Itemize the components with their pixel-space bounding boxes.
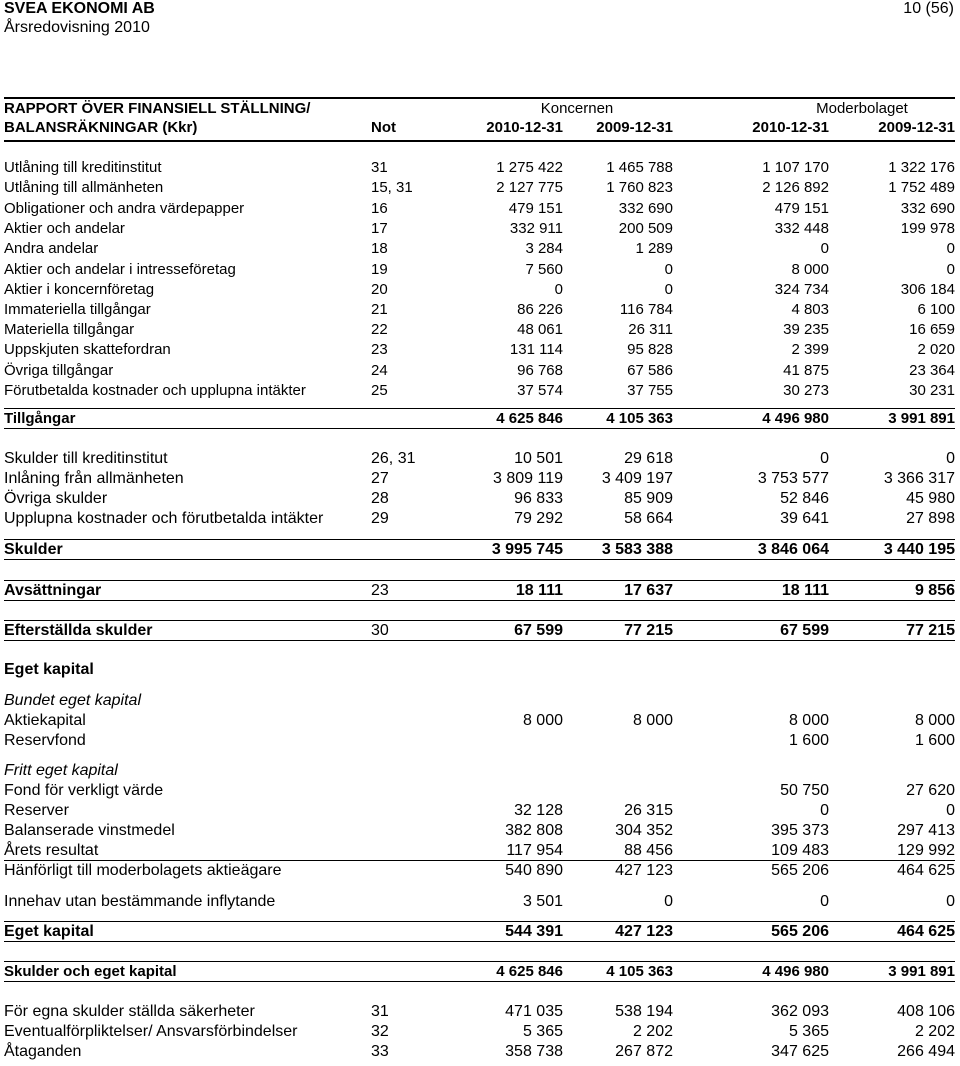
row-label: Fond för verkligt värde [4,782,164,799]
row-value: 27 620 [906,782,955,799]
row-value: 306 184 [900,281,955,298]
table-row [4,381,955,401]
row-value: 3 284 [525,240,563,257]
row-value: 52 846 [780,490,829,507]
row-value: 39 641 [780,510,829,527]
row-note: 22 [371,321,388,338]
table-row [4,260,955,280]
header-bottom-rule [4,140,955,142]
row-value: 0 [946,450,955,467]
table-row [4,892,955,912]
total-row [4,921,955,942]
row-value: 0 [946,893,955,910]
column-header: 2009-12-31 [878,119,955,136]
row-value: 26 311 [628,321,673,338]
row-value: 26 315 [624,802,673,819]
row-note: 15, 31 [371,179,413,196]
row-label: Årets resultat [4,842,99,859]
row-label: Reservfond [4,732,86,749]
row-label: Skulder [4,541,63,558]
row-value: 129 992 [897,842,955,859]
table-row [4,320,955,340]
row-label: Aktier och andelar [4,220,125,237]
section-heading [4,660,955,680]
row-label: Andra andelar [4,240,99,257]
group-koncernen: Koncernen [540,100,614,117]
row-value: 88 456 [624,842,673,859]
row-value: 2 202 [914,1023,955,1040]
row-value: 565 206 [771,923,829,940]
row-value: 85 909 [624,490,673,507]
row-value: 37 574 [517,382,563,399]
row-value: 45 980 [906,490,955,507]
row-value: 27 898 [906,510,955,527]
row-value: 0 [664,893,673,910]
row-value: 3 991 891 [888,410,955,427]
report-subtitle: Årsredovisning 2010 [4,19,150,36]
row-value: 37 755 [627,382,673,399]
row-value: 332 911 [509,220,563,237]
table-row [4,1042,955,1062]
row-value: 2 127 775 [496,179,563,196]
total-row [4,539,955,560]
row-note: 24 [371,362,388,379]
row-value: 18 111 [781,582,829,599]
row-value: 1 289 [635,240,673,257]
row-value: 479 151 [774,200,829,217]
row-label: Uppskjuten skattefordran [4,341,171,358]
row-value: 77 215 [624,622,673,639]
row-value: 1 752 489 [888,179,955,196]
table-row [4,1002,955,1022]
row-note: 32 [371,1023,389,1040]
group-moderbolaget: Moderbolaget [816,100,908,117]
row-value: 30 231 [909,382,955,399]
row-value: 109 483 [771,842,829,859]
row-label: Utlåning till kreditinstitut [4,159,162,176]
row-value: 0 [820,450,829,467]
row-note: 28 [371,490,389,507]
row-value: 6 100 [917,301,955,318]
row-value: 3 501 [522,893,563,910]
row-value: 0 [946,802,955,819]
table-row [4,449,955,469]
row-value: 0 [820,802,829,819]
row-value: 5 365 [522,1023,563,1040]
row-label: Upplupna kostnader och förutbetalda intäkter [4,510,324,527]
row-note: 23 [371,582,389,599]
row-value: 266 494 [897,1043,955,1060]
row-value: 347 625 [771,1043,829,1060]
row-value: 332 690 [618,200,673,217]
row-label: Tillgångar [4,410,76,427]
row-value: 8 000 [632,712,673,729]
table-title-line1: RAPPORT ÖVER FINANSIELL STÄLLNING/ [4,100,311,117]
row-value: 2 126 892 [762,179,829,196]
row-value: 3 991 891 [888,963,955,980]
row-value: 267 872 [615,1043,673,1060]
row-value: 0 [664,281,673,298]
row-value: 3 583 388 [601,541,673,558]
row-value: 3 366 317 [883,470,955,487]
row-note: 29 [371,510,389,527]
row-value: 9 856 [914,582,955,599]
row-label: Övriga tillgångar [4,362,114,379]
row-label: Utlåning till allmänheten [4,179,164,196]
subsection-heading [4,691,955,711]
row-note: 16 [371,200,388,217]
row-value: 4 105 363 [606,410,673,427]
row-value: 50 750 [780,782,829,799]
column-header: 2010-12-31 [752,119,829,136]
row-note: 33 [371,1043,389,1060]
row-value: 540 890 [505,862,563,879]
row-label: Förutbetalda kostnader och upplupna intäkter [4,382,306,399]
row-label: Obligationer och andra värdepapper [4,200,245,217]
row-label: Avsättningar [4,582,102,599]
row-value: 96 768 [517,362,563,379]
row-value: 39 235 [783,321,829,338]
row-label: Innehav utan bestämmande inflytande [4,893,276,910]
row-value: 0 [554,281,563,298]
row-value: 3 995 745 [491,541,563,558]
row-label: Bundet eget kapital [4,692,141,709]
row-label: Reserver [4,802,69,819]
row-value: 4 496 980 [762,410,829,427]
row-value: 395 373 [771,822,829,839]
row-note: 25 [371,382,388,399]
row-value: 427 123 [615,862,673,879]
row-value: 565 206 [771,862,829,879]
row-value: 7 560 [525,261,563,278]
row-value: 0 [946,240,955,257]
row-value: 67 599 [514,622,563,639]
row-value: 1 760 823 [606,179,673,196]
row-value: 324 734 [774,281,829,298]
table-row [4,340,955,360]
table-row [4,489,955,509]
row-label: Aktiekapital [4,712,86,729]
company-name: SVEA EKONOMI AB [4,0,155,17]
column-header: 2009-12-31 [596,119,673,136]
row-label: Skulder till kreditinstitut [4,450,168,467]
row-value: 96 833 [514,490,563,507]
table-row [4,821,955,841]
table-row [4,861,955,881]
row-value: 2 202 [632,1023,673,1040]
row-value: 4 625 846 [496,410,563,427]
row-value: 17 637 [624,582,673,599]
row-value: 67 599 [780,622,829,639]
row-value: 1 322 176 [888,159,955,176]
row-label: Åtaganden [4,1043,82,1060]
row-value: 0 [820,240,829,257]
table-header [4,98,955,140]
note-column-header: Not [371,119,396,136]
row-note: 17 [371,220,388,237]
row-value: 3 846 064 [757,541,829,558]
row-value: 116 784 [619,301,673,318]
row-value: 67 586 [627,362,673,379]
row-value: 4 625 846 [496,963,563,980]
row-value: 1 107 170 [762,159,829,176]
row-value: 58 664 [624,510,673,527]
row-value: 362 093 [771,1003,829,1020]
row-value: 3 409 197 [601,470,673,487]
row-value: 131 114 [509,341,563,358]
column-header: 2010-12-31 [486,119,563,136]
row-note: 30 [371,622,389,639]
row-label: Eventualförpliktelser/ Ansvarsförbindelser [4,1023,298,1040]
row-value: 32 128 [514,802,563,819]
row-note: 18 [371,240,388,257]
row-value: 4 496 980 [762,963,829,980]
table-row [4,469,955,489]
row-label: Aktier och andelar i intresseföretag [4,261,236,278]
row-value: 199 978 [900,220,955,237]
table-row [4,280,955,300]
row-label: Fritt eget kapital [4,762,118,779]
row-value: 18 111 [515,582,563,599]
row-note: 27 [371,470,389,487]
row-value: 23 364 [909,362,955,379]
row-label: Efterställda skulder [4,622,153,639]
row-value: 3 753 577 [757,470,829,487]
row-value: 464 625 [897,923,955,940]
row-value: 8 000 [788,712,829,729]
table-row [4,731,955,751]
row-value: 95 828 [627,341,673,358]
row-value: 464 625 [897,862,955,879]
row-label: Balanserade vinstmedel [4,822,175,839]
row-note: 26, 31 [371,450,416,467]
row-value: 427 123 [615,923,673,940]
table-row [4,841,955,861]
row-value: 471 035 [505,1003,563,1020]
row-value: 48 061 [517,321,563,338]
row-label: Immateriella tillgångar [4,301,151,318]
row-value: 3 809 119 [493,470,563,487]
row-label: Materiella tillgångar [4,321,135,338]
table-row [4,711,955,731]
row-value: 16 659 [909,321,955,338]
table-row [4,219,955,239]
row-value: 332 448 [774,220,829,237]
row-value: 10 501 [514,450,563,467]
row-value: 479 151 [508,200,563,217]
row-note: 20 [371,281,388,298]
table-row [4,178,955,198]
row-value: 1 600 [914,732,955,749]
table-row [4,300,955,320]
row-note: 31 [371,1003,389,1020]
row-value: 0 [820,893,829,910]
row-note: 19 [371,261,388,278]
row-value: 8 000 [791,261,829,278]
row-value: 41 875 [783,362,829,379]
row-value: 332 690 [900,200,955,217]
row-value: 86 226 [517,301,563,318]
row-value: 4 803 [791,301,829,318]
row-value: 30 273 [783,382,829,399]
table-row [4,509,955,529]
row-value: 3 440 195 [883,541,955,558]
row-value: 5 365 [788,1023,829,1040]
subsection-heading [4,761,955,781]
page-number: 10 (56) [903,0,954,17]
total-row [4,580,955,601]
table-title-line2: BALANSRÄKNINGAR (Kkr) [4,119,198,136]
row-value: 2 399 [791,341,829,358]
row-value: 304 352 [615,822,673,839]
total-row [4,620,955,641]
total-row [4,408,955,429]
row-label: Skulder och eget kapital [4,963,177,980]
row-label: Eget kapital [4,661,94,678]
table-row [4,801,955,821]
row-value: 358 738 [505,1043,563,1060]
row-value: 117 954 [506,842,563,859]
total-row [4,961,955,982]
row-value: 1 600 [788,732,829,749]
row-value: 8 000 [914,712,955,729]
row-value: 0 [946,261,955,278]
row-label: Hänförligt till moderbolagets aktieägare [4,862,282,879]
row-label: Övriga skulder [4,490,108,507]
row-value: 200 509 [618,220,673,237]
row-value: 77 215 [906,622,955,639]
row-value: 4 105 363 [606,963,673,980]
row-value: 2 020 [917,341,955,358]
row-value: 29 618 [624,450,673,467]
row-label: Aktier i koncernföretag [4,281,155,298]
row-value: 1 275 422 [496,159,563,176]
row-value: 79 292 [514,510,563,527]
table-row [4,199,955,219]
row-value: 1 465 788 [606,159,673,176]
row-value: 408 106 [897,1003,955,1020]
row-label: Eget kapital [4,923,94,940]
row-label: För egna skulder ställda säkerheter [4,1003,255,1020]
row-value: 538 194 [615,1003,673,1020]
row-value: 544 391 [505,923,563,940]
row-note: 21 [371,301,388,318]
table-row [4,781,955,801]
row-value: 0 [664,261,673,278]
row-note: 31 [371,159,388,176]
table-row [4,361,955,381]
row-label: Inlåning från allmänheten [4,470,184,487]
table-row [4,1022,955,1042]
row-value: 382 808 [505,822,563,839]
row-value: 297 413 [897,822,955,839]
row-value: 8 000 [522,712,563,729]
table-row [4,158,955,178]
row-note: 23 [371,341,388,358]
table-row [4,239,955,259]
